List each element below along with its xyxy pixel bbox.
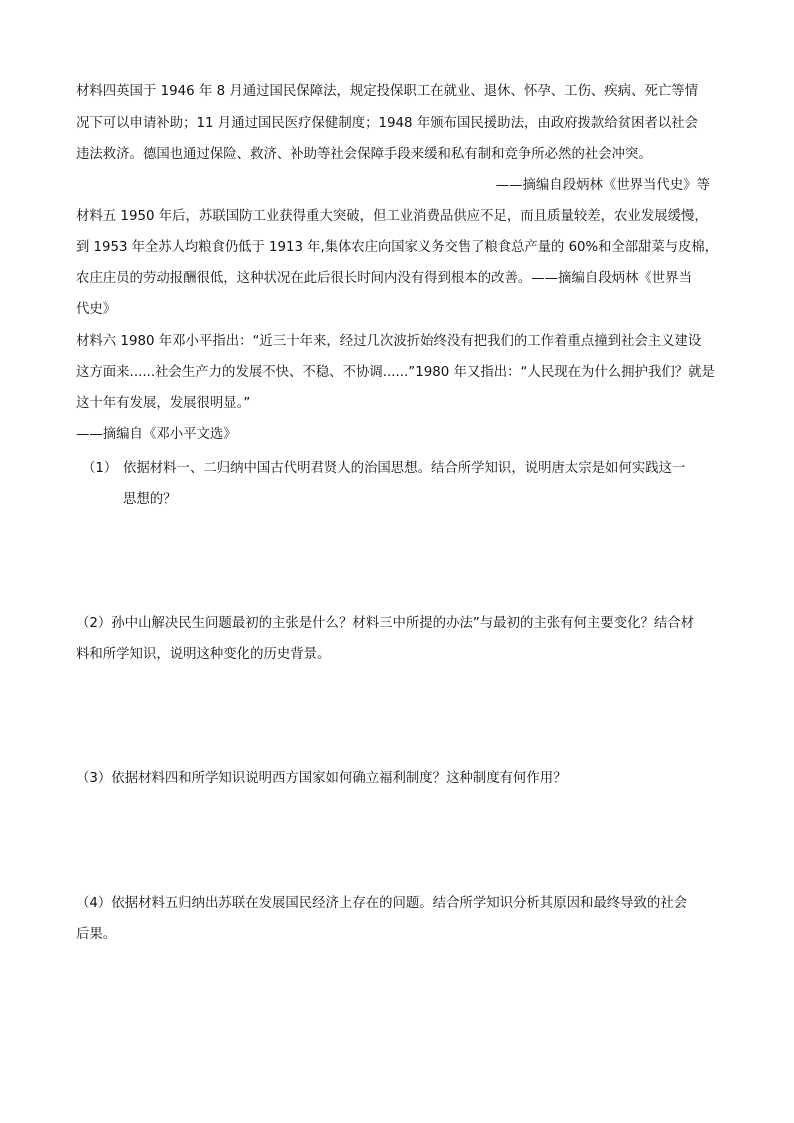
material5-line-1: 材料五 1950 年后，苏联国防工业获得重大突破，但工业消费品供应不足，而且质量较差，农业发展缓慢，: [76, 209, 708, 224]
material4-source: ——摘编自段炳林《世界当代史》等: [495, 178, 710, 193]
material6-source: ——摘编自《邓小平文选》: [76, 427, 237, 442]
material4-line-3: 违法救济。德国也通过保险、救济、补助等社会保障手段来缓和私有制和竞争所必然的社会冲突。: [76, 147, 652, 162]
question-2-line-1: （2）孙中山解决民生问题最初的主张是什么？材料三中所提的办法”与最初的主张有何主要变化？结合材: [76, 616, 695, 631]
question-1-number: （1）: [82, 461, 118, 476]
question-3-line-1: （3）依据材料四和所学知识说明西方国家如何确立福利制度？这种制度有何作用？: [76, 771, 567, 786]
material6-line-3: 这十年有发展，发展很明显。”: [76, 396, 251, 411]
material5-line-4: 代史》: [76, 302, 117, 317]
material5-line-2: 到 1953 年全苏人均粮食仍低于 1913 年,集体农庄向国家义务交售了粮食总产量的 60%和全部甜菜与皮棉，: [76, 240, 718, 255]
material6-line-1: 材料六 1980 年邓小平指出：“近三十年来，经过几次波折始终没有把我们的工作着重点撞到社会主义建设: [76, 334, 702, 349]
question-4-line-2: 后果。: [76, 927, 117, 942]
material4-line-2: 况下可以申请补助；11 月通过国民医疗保健制度；1948 年颁布国民援助法，由政府拨款给贫困者以社会: [76, 116, 699, 131]
material4-line-1: 材料四英国于 1946 年 8 月通过国民保障法，规定投保职工在就业、退休、怀孕、工伤、疾病、死亡等情: [76, 84, 699, 99]
question-2-line-2: 料和所学知识，说明这种变化的历史背景。: [76, 647, 331, 662]
question-1-line-1: 依据材料一、二归纳中国古代明君贤人的治国思想。结合所学知识，说明唐太宗是如何实践这一: [123, 461, 686, 476]
question-1-line-2: 思想的？: [123, 492, 177, 507]
question-4-line-1: （4）依据材料五归纳出苏联在发展国民经济上存在的问题。结合所学知识分析其原因和最终导致的社会: [76, 896, 688, 911]
material6-line-2: 这方面来......社会生产力的发展不快、不稳、不协调......”1980 年又指出：“人民现在为什么拥护我们？就是: [76, 365, 715, 380]
material5-line-3: 农庄庄员的劳动报酬很低，这种状况在此后很长时间内没有得到根本的改善。——摘编自段炳林《世界当: [76, 271, 692, 286]
